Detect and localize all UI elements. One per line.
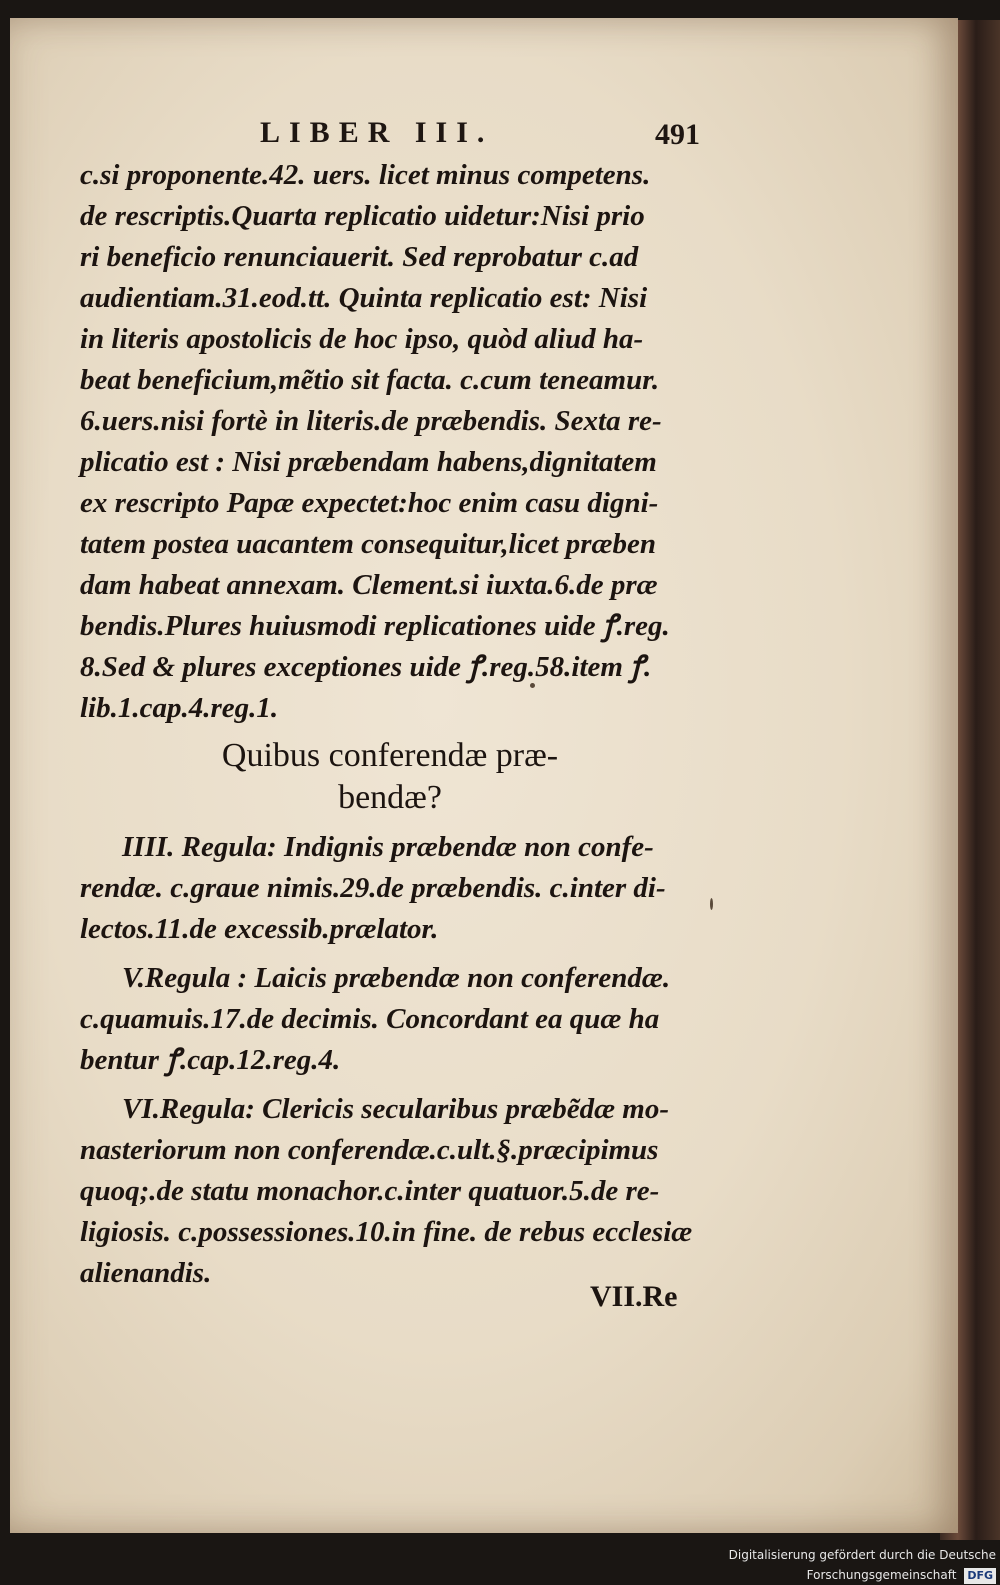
text-line: in literis apostolicis de hoc ipso, quòd aliud ha- xyxy=(80,323,644,355)
text-line: IIII. Regula: Indignis præbendæ non confe- xyxy=(122,831,654,863)
page-number: 491 xyxy=(655,118,700,151)
text-line: 6.uers.nisi fortè in literis.de præbendis. Sexta re- xyxy=(80,405,662,437)
heading-line: Quibus conferendæ præ- xyxy=(221,737,559,774)
credit-text: Digitalisierung gefördert durch die Deutsche Forschungsgemeinschaft xyxy=(728,1548,996,1582)
text-line: lectos.11.de excessib.prælator. xyxy=(80,913,439,945)
text-line: tatem postea uacantem consequitur,licet præben xyxy=(80,528,656,560)
rule-4 xyxy=(80,827,700,950)
section-heading xyxy=(80,735,700,819)
text-line: alienandis. xyxy=(80,1257,212,1289)
text-line: de rescriptis.Quarta replicatio uidetur:Nisi prio xyxy=(80,200,645,232)
text-line: bendis.Plures huiusmodi replicationes uide ꝭ.reg. xyxy=(80,610,670,642)
digitization-credit xyxy=(600,1545,996,1582)
text-line: quoq;.de statu monachor.c.inter quatuor.5.de re- xyxy=(80,1175,660,1207)
running-head: LIBER III. xyxy=(260,116,494,149)
text-line: lib.1.cap.4.reg.1. xyxy=(80,692,279,724)
text-line: dam habeat annexam. Clement.si iuxta.6.de præ xyxy=(80,569,658,601)
text-line: c.si proponente.42. uers. licet minus competens. xyxy=(80,159,651,191)
text-line: plicatio est : Nisi præbendam habens,dignitatem xyxy=(80,446,657,478)
text-line: nasteriorum non conferendæ.c.ult.§.præcipimus xyxy=(80,1134,659,1166)
text-line: rendæ. c.graue nimis.29.de præbendis. c.inter di- xyxy=(80,872,666,904)
heading-line: bendæ? xyxy=(338,779,442,816)
rule-5 xyxy=(80,958,700,1081)
dfg-logo: DFG xyxy=(964,1568,996,1584)
text-line: VI.Regula: Clericis secularibus præbẽdæ mo- xyxy=(122,1093,669,1125)
text-line: V.Regula : Laicis præbendæ non conferendæ. xyxy=(122,962,671,994)
paper-speck xyxy=(710,898,713,910)
text-line: beat beneficium,mẽtio sit facta. c.cum teneamur. xyxy=(80,364,660,396)
text-block xyxy=(80,155,700,1294)
text-line: 8.Sed & plures exceptiones uide ꝭ.reg.58.item ꝭ. xyxy=(80,651,652,683)
rule-6 xyxy=(80,1089,700,1294)
paragraph-1 xyxy=(80,155,700,729)
text-line: ex rescripto Papæ expectet:hoc enim casu digni- xyxy=(80,487,659,519)
text-line: c.quamuis.17.de decimis. Concordant ea quæ ha xyxy=(80,1003,660,1035)
book-page xyxy=(10,18,958,1533)
page-header xyxy=(10,116,958,156)
paper-speck xyxy=(530,683,535,688)
text-line: ri beneficio renunciauerit. Sed reprobatur c.ad xyxy=(80,241,639,273)
text-line: bentur ꝭ.cap.12.reg.4. xyxy=(80,1044,341,1076)
catchword: VII.Re xyxy=(590,1280,678,1313)
text-line: audientiam.31.eod.tt. Quinta replicatio est: Nisi xyxy=(80,282,648,314)
text-line: ligiosis. c.possessiones.10.in fine. de rebus ecclesiæ xyxy=(80,1216,693,1248)
